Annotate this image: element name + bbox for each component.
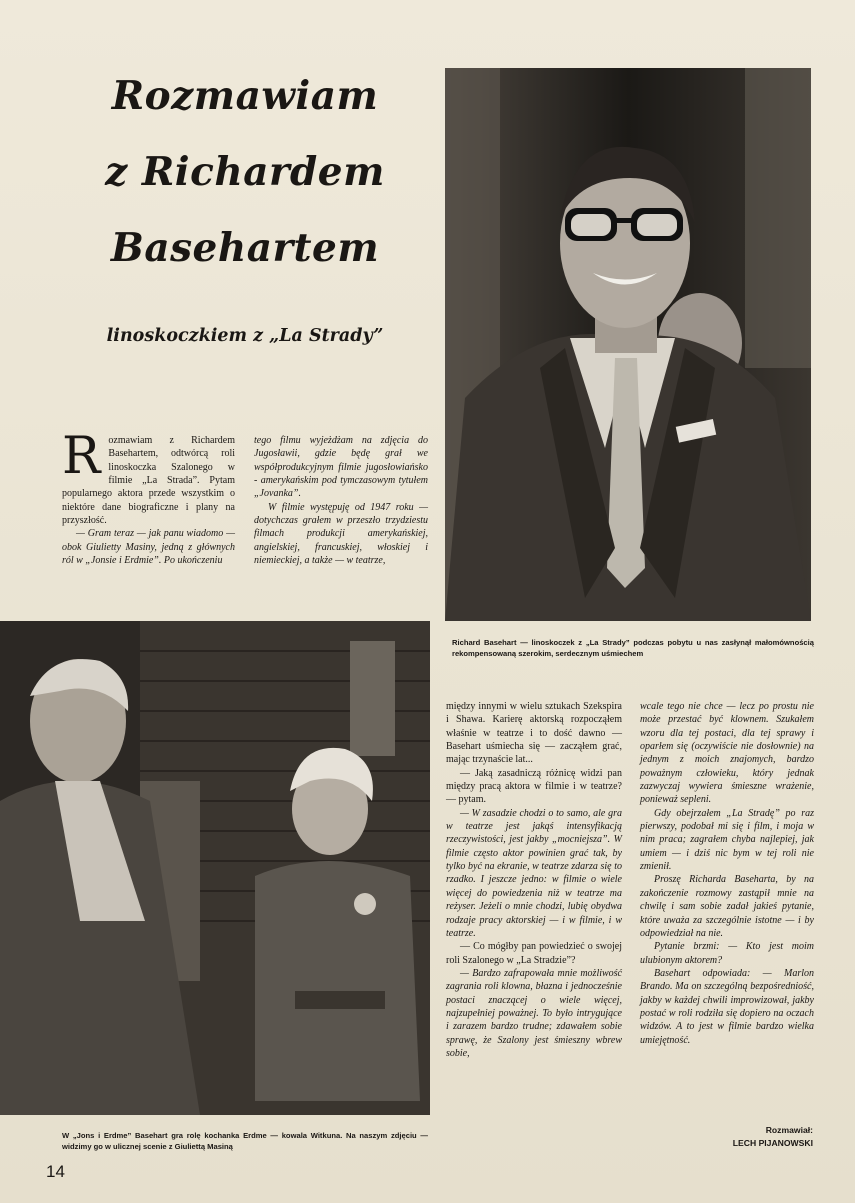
column-1-paragraph-1: ozmawiam z Richardem Basehartem, odtwórcą roli linoskoczka Szalonego w filmie „La Strada”. Pytam popularnego aktora przede wszystkim o niektóre dane biograficzne i plany na przyszłość. [62, 435, 235, 527]
column-4-paragraph-4: Pytanie brzmi: — Kto jest moim ulubionym aktorem? [640, 941, 814, 966]
column-3-paragraph-5: — Bardzo zafrapowała mnie możliwość zagrania roli klowna, błazna i jednocześnie postaci znaczącej o wiele więcej, najzupełniej poważnej. To było intrygujące i zarazem bardzo trudne; zdawałem sobie sprawę, że Szalony jest śmieszny wbrew sobie, [446, 967, 622, 1059]
article-column-1 [62, 427, 235, 567]
title-line-3: Basehartem [110, 225, 380, 271]
column-2-paragraph-1: tego filmu wyjeżdżam na zdjęcia do Jugosławii, gdzie będę grał we współprodukcyjnym filmie jugosłowiańsko - amerykańskim pod tymczasowym tytułem „Jovanka”. [254, 435, 428, 500]
column-3-paragraph-4: — Co mógłby pan powiedzieć o swojej roli Szalonego w „La Stradzie”? [446, 941, 622, 966]
article-subtitle: linoskoczkiem z „La Strady” [106, 326, 384, 346]
column-3-paragraph-1: między innymi w wielu sztukach Szekspira i Shawa. Karierę aktorską rozpocząłem właśnie w teatrze i to dość dawno — Basehart uśmiecha się — zacząłem grać, mając trzynaście lat... [446, 701, 622, 766]
column-3-paragraph-2: — Jaką zasadniczą różnicę widzi pan między pracą aktora w filmie i w teatrze? — pytam. [446, 767, 622, 806]
article-column-4 [640, 700, 814, 1047]
column-4-paragraph-1: wcale tego nie chce — lecz po prostu nie może przestać być klownem. Szukałem wzoru dla tej postaci, dla tej sprawy i oparłem się (oczywiście nie dosłownie) na jednym z moich znajomych, bardzo poważnym człowieku, który jednak zazwyczaj wywiera śmieszne wrażenie, ponieważ sepleni. [640, 701, 814, 806]
article-column-3 [446, 700, 622, 1060]
film-still-caption: W „Jons i Erdme” Basehart gra rolę kochanka Erdme — kowala Witkuna. Na naszym zdjęciu — widzimy go w ulicznej scenie z Giuliettą Masiną [62, 1131, 428, 1151]
page-number: 14 [46, 1162, 65, 1181]
author-signature [733, 1124, 813, 1150]
column-2-paragraph-2: W filmie występuję od 1947 roku — dotychczas grałem w przeszło trzydziestu filmach produkcji amerykańskiej, angielskiej, francuskiej, włoskiej i niemieckiej, a także — w teatrze, [254, 501, 428, 567]
title-line-2: z Richardem [105, 149, 385, 195]
column-4-paragraph-2: Gdy obejrzałem „La Stradę” po raz pierwszy, podobał mi się i film, i moja w nim praca; zagrałem chyba najlepiej, jak umiem — i dziś nic bym w tej roli nie zmienił. [640, 807, 814, 873]
signature-label: Rozmawiał: [765, 1125, 813, 1135]
column-4-paragraph-5: Basehart odpowiada: — Marlon Brando. Ma on szczególną bezpośredniość, jakby w każdej chwili improwizował, jakby postać w roli rodziła się dopiero na oczach widzów. A to jest w filmie bardzo wielka umiejętność. [640, 967, 814, 1046]
title-line-1: Rozmawiam [111, 73, 379, 119]
article-column-2 [254, 434, 428, 567]
film-still-photo [0, 621, 430, 1115]
column-3-paragraph-3: — W zasadzie chodzi o to samo, ale gra w teatrze jest jakąś intensyfikacją rzeczywistości, jest jakby „mocniejsza”. W filmie często aktor powinien grać tak, by tylko być na ekranie, w teatrze zdarza się to rzadko. I jeszcze jedno: w filmie o wiele więcej do powiedzenia niż w teatrze ma reżyser. Jeżeli o mnie chodzi, lubię obydwa rodzaje pracy aktorskiej — i w filmie, i w teatrze. [446, 807, 622, 939]
signature-name: LECH PIJANOWSKI [732, 1138, 813, 1148]
portrait-caption: Richard Basehart — linoskoczek z „La Strady” podczas pobytu u nas zasłynął małomównością rekompensowaną szerokim, serdecznym uśmiechem [452, 638, 814, 658]
portrait-photo [445, 68, 811, 621]
column-4-paragraph-3: Proszę Richarda Baseharta, by na zakończenie rozmowy zastąpił mnie na chwilę i sam sobie zadał jakieś pytanie, które uważa za szczególnie istotne — i by odpowiedział na nie. [640, 874, 814, 939]
article-title [60, 58, 430, 286]
column-1-paragraph-2: — Gram teraz — jak panu wiadomo — obok Giulietty Masiny, jedną z głównych ról w „Jonsie i Erdmie”. Po ukończeniu [62, 528, 235, 567]
drop-cap: R [62, 427, 101, 486]
